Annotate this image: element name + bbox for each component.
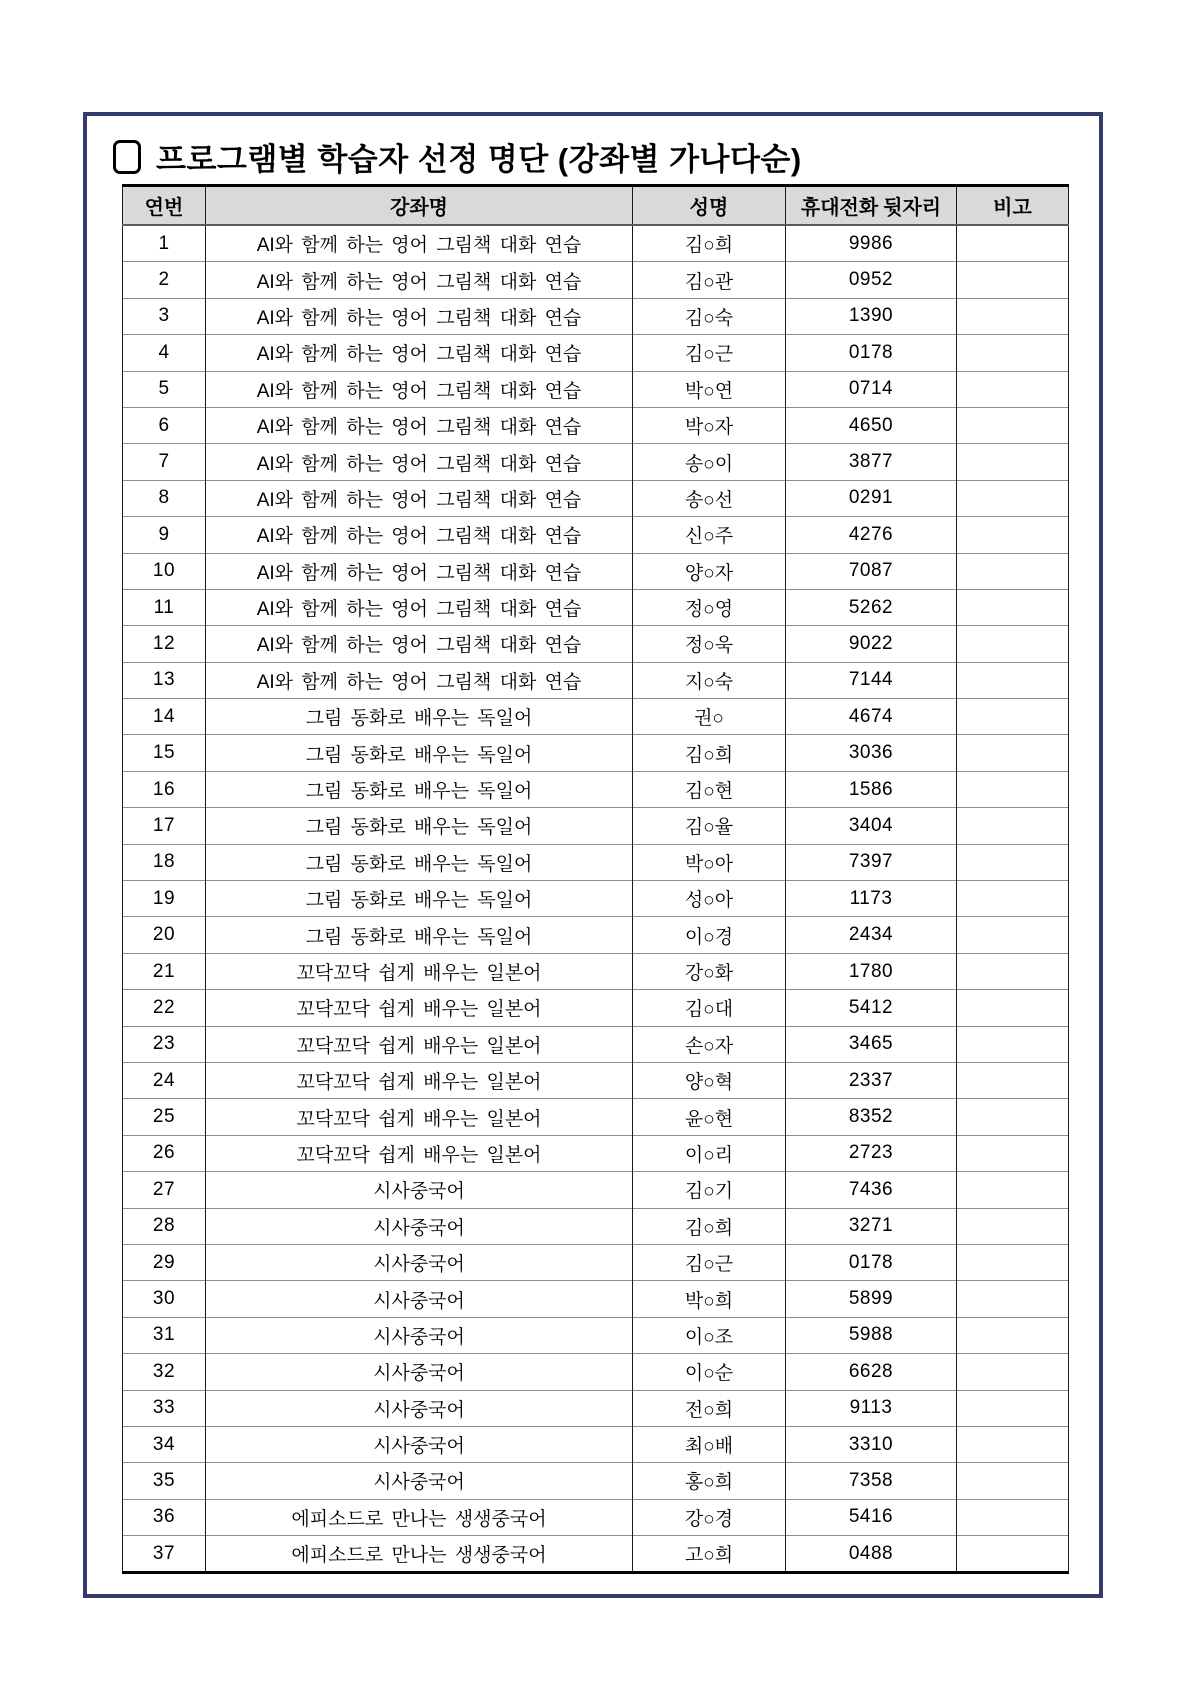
- cell-no: 18: [123, 844, 206, 880]
- cell-note: [957, 626, 1069, 662]
- square-bullet-icon: [113, 140, 141, 174]
- cell-course: 시사중국어: [206, 1172, 633, 1208]
- cell-note: [957, 371, 1069, 407]
- cell-phone: 2434: [786, 917, 957, 953]
- cell-course: 꼬닥꼬닥 쉽게 배우는 일본어: [206, 1135, 633, 1171]
- table-row: [123, 407, 1069, 443]
- cell-course: AI와 함께 하는 영어 그림책 대화 연습: [206, 225, 633, 262]
- table-row: [123, 662, 1069, 698]
- table-row: [123, 298, 1069, 334]
- cell-name: 이○경: [633, 917, 786, 953]
- cell-note: [957, 881, 1069, 917]
- table-header-row: [123, 186, 1069, 226]
- cell-course: AI와 함께 하는 영어 그림책 대화 연습: [206, 553, 633, 589]
- table-row: [123, 444, 1069, 480]
- cell-course: 시사중국어: [206, 1244, 633, 1280]
- cell-phone: 4650: [786, 407, 957, 443]
- cell-no: 26: [123, 1135, 206, 1171]
- cell-name: 정○영: [633, 589, 786, 625]
- cell-name: 송○선: [633, 480, 786, 516]
- cell-course: 그림 동화로 배우는 독일어: [206, 917, 633, 953]
- learner-roster-table: [122, 184, 1069, 1574]
- cell-name: 손○자: [633, 1026, 786, 1062]
- cell-no: 16: [123, 771, 206, 807]
- table-row: [123, 1062, 1069, 1098]
- cell-phone: 2723: [786, 1135, 957, 1171]
- cell-course: 꼬닥꼬닥 쉽게 배우는 일본어: [206, 1062, 633, 1098]
- table-row: [123, 1281, 1069, 1317]
- cell-phone: 5899: [786, 1281, 957, 1317]
- cell-course: AI와 함께 하는 영어 그림책 대화 연습: [206, 444, 633, 480]
- cell-no: 28: [123, 1208, 206, 1244]
- cell-course: AI와 함께 하는 영어 그림책 대화 연습: [206, 298, 633, 334]
- table-row: [123, 953, 1069, 989]
- cell-name: 홍○희: [633, 1463, 786, 1499]
- cell-no: 11: [123, 589, 206, 625]
- cell-phone: 5262: [786, 589, 957, 625]
- cell-no: 3: [123, 298, 206, 334]
- table-row: [123, 1135, 1069, 1171]
- cell-no: 23: [123, 1026, 206, 1062]
- cell-course: AI와 함께 하는 영어 그림책 대화 연습: [206, 517, 633, 553]
- cell-phone: 3877: [786, 444, 957, 480]
- cell-name: 성○아: [633, 881, 786, 917]
- cell-note: [957, 262, 1069, 298]
- cell-name: 송○이: [633, 444, 786, 480]
- table-row: [123, 1426, 1069, 1462]
- cell-note: [957, 1172, 1069, 1208]
- cell-course: 시사중국어: [206, 1354, 633, 1390]
- cell-no: 21: [123, 953, 206, 989]
- cell-course: AI와 함께 하는 영어 그림책 대화 연습: [206, 626, 633, 662]
- cell-no: 19: [123, 881, 206, 917]
- cell-course: AI와 함께 하는 영어 그림책 대화 연습: [206, 662, 633, 698]
- cell-course: 시사중국어: [206, 1426, 633, 1462]
- cell-name: 김○희: [633, 735, 786, 771]
- cell-note: [957, 517, 1069, 553]
- col-header-name: 성명: [633, 186, 786, 226]
- cell-note: [957, 1463, 1069, 1499]
- table-row: [123, 990, 1069, 1026]
- table-row: [123, 844, 1069, 880]
- cell-note: [957, 808, 1069, 844]
- cell-name: 김○율: [633, 808, 786, 844]
- cell-phone: 3310: [786, 1426, 957, 1462]
- cell-name: 고○희: [633, 1536, 786, 1573]
- cell-name: 박○연: [633, 371, 786, 407]
- cell-course: 시사중국어: [206, 1281, 633, 1317]
- cell-no: 17: [123, 808, 206, 844]
- cell-phone: 7144: [786, 662, 957, 698]
- table-row: [123, 589, 1069, 625]
- table-row: [123, 808, 1069, 844]
- cell-phone: 7087: [786, 553, 957, 589]
- cell-phone: 0952: [786, 262, 957, 298]
- cell-note: [957, 444, 1069, 480]
- cell-course: 그림 동화로 배우는 독일어: [206, 735, 633, 771]
- cell-note: [957, 553, 1069, 589]
- cell-phone: 3404: [786, 808, 957, 844]
- cell-phone: 7358: [786, 1463, 957, 1499]
- table-body: [123, 225, 1069, 1573]
- cell-phone: 4276: [786, 517, 957, 553]
- cell-note: [957, 335, 1069, 371]
- cell-no: 27: [123, 1172, 206, 1208]
- cell-name: 지○숙: [633, 662, 786, 698]
- cell-name: 이○리: [633, 1135, 786, 1171]
- cell-phone: 0488: [786, 1536, 957, 1573]
- cell-no: 20: [123, 917, 206, 953]
- cell-note: [957, 1135, 1069, 1171]
- cell-no: 5: [123, 371, 206, 407]
- cell-name: 권○: [633, 699, 786, 735]
- table-row: [123, 1026, 1069, 1062]
- cell-no: 12: [123, 626, 206, 662]
- cell-no: 4: [123, 335, 206, 371]
- table-row: [123, 1172, 1069, 1208]
- table-row: [123, 1536, 1069, 1573]
- table-row: [123, 881, 1069, 917]
- cell-no: 32: [123, 1354, 206, 1390]
- cell-note: [957, 1281, 1069, 1317]
- cell-no: 37: [123, 1536, 206, 1573]
- table-row: [123, 1390, 1069, 1426]
- cell-note: [957, 1208, 1069, 1244]
- cell-phone: 9022: [786, 626, 957, 662]
- cell-note: [957, 1062, 1069, 1098]
- table-row: [123, 225, 1069, 262]
- cell-phone: 5416: [786, 1499, 957, 1535]
- cell-no: 6: [123, 407, 206, 443]
- col-header-note: 비고: [957, 186, 1069, 226]
- cell-note: [957, 953, 1069, 989]
- cell-phone: 5412: [786, 990, 957, 1026]
- table-row: [123, 335, 1069, 371]
- cell-name: 박○아: [633, 844, 786, 880]
- cell-name: 이○조: [633, 1317, 786, 1353]
- cell-note: [957, 1099, 1069, 1135]
- cell-no: 1: [123, 225, 206, 262]
- cell-note: [957, 1390, 1069, 1426]
- cell-name: 이○순: [633, 1354, 786, 1390]
- table-row: [123, 626, 1069, 662]
- cell-name: 전○희: [633, 1390, 786, 1426]
- table-row: [123, 1499, 1069, 1535]
- cell-phone: 1390: [786, 298, 957, 334]
- col-header-phone: 휴대전화 뒷자리: [786, 186, 957, 226]
- cell-course: 꼬닥꼬닥 쉽게 배우는 일본어: [206, 1026, 633, 1062]
- cell-name: 김○숙: [633, 298, 786, 334]
- cell-course: 그림 동화로 배우는 독일어: [206, 881, 633, 917]
- table-row: [123, 735, 1069, 771]
- cell-course: 에피소드로 만나는 생생중국어: [206, 1499, 633, 1535]
- cell-course: AI와 함께 하는 영어 그림책 대화 연습: [206, 335, 633, 371]
- cell-no: 31: [123, 1317, 206, 1353]
- cell-name: 김○현: [633, 771, 786, 807]
- cell-note: [957, 407, 1069, 443]
- cell-no: 9: [123, 517, 206, 553]
- cell-course: 시사중국어: [206, 1317, 633, 1353]
- cell-phone: 3036: [786, 735, 957, 771]
- cell-phone: 3465: [786, 1026, 957, 1062]
- cell-phone: 7397: [786, 844, 957, 880]
- cell-course: 그림 동화로 배우는 독일어: [206, 771, 633, 807]
- cell-name: 김○기: [633, 1172, 786, 1208]
- cell-no: 15: [123, 735, 206, 771]
- cell-note: [957, 662, 1069, 698]
- cell-phone: 4674: [786, 699, 957, 735]
- cell-note: [957, 990, 1069, 1026]
- cell-no: 36: [123, 1499, 206, 1535]
- cell-course: 꼬닥꼬닥 쉽게 배우는 일본어: [206, 990, 633, 1026]
- table-row: [123, 1354, 1069, 1390]
- cell-note: [957, 480, 1069, 516]
- cell-no: 13: [123, 662, 206, 698]
- cell-phone: 0291: [786, 480, 957, 516]
- cell-no: 7: [123, 444, 206, 480]
- cell-note: [957, 1026, 1069, 1062]
- cell-phone: 8352: [786, 1099, 957, 1135]
- table-row: [123, 1463, 1069, 1499]
- cell-phone: 0178: [786, 1244, 957, 1280]
- cell-course: AI와 함께 하는 영어 그림책 대화 연습: [206, 589, 633, 625]
- cell-name: 김○희: [633, 225, 786, 262]
- cell-phone: 9986: [786, 225, 957, 262]
- cell-phone: 1586: [786, 771, 957, 807]
- cell-phone: 5988: [786, 1317, 957, 1353]
- cell-course: AI와 함께 하는 영어 그림책 대화 연습: [206, 262, 633, 298]
- cell-no: 34: [123, 1426, 206, 1462]
- cell-name: 강○화: [633, 953, 786, 989]
- cell-note: [957, 735, 1069, 771]
- table-row: [123, 262, 1069, 298]
- cell-note: [957, 844, 1069, 880]
- cell-course: AI와 함께 하는 영어 그림책 대화 연습: [206, 407, 633, 443]
- cell-name: 김○근: [633, 335, 786, 371]
- cell-phone: 0714: [786, 371, 957, 407]
- cell-course: 꼬닥꼬닥 쉽게 배우는 일본어: [206, 953, 633, 989]
- cell-no: 2: [123, 262, 206, 298]
- cell-phone: 0178: [786, 335, 957, 371]
- cell-no: 22: [123, 990, 206, 1026]
- cell-course: AI와 함께 하는 영어 그림책 대화 연습: [206, 371, 633, 407]
- cell-phone: 2337: [786, 1062, 957, 1098]
- cell-name: 신○주: [633, 517, 786, 553]
- cell-note: [957, 1426, 1069, 1462]
- cell-course: 꼬닥꼬닥 쉽게 배우는 일본어: [206, 1099, 633, 1135]
- cell-name: 박○희: [633, 1281, 786, 1317]
- cell-phone: 7436: [786, 1172, 957, 1208]
- cell-note: [957, 298, 1069, 334]
- cell-name: 김○대: [633, 990, 786, 1026]
- cell-course: 시사중국어: [206, 1390, 633, 1426]
- cell-course: 에피소드로 만나는 생생중국어: [206, 1536, 633, 1573]
- cell-no: 24: [123, 1062, 206, 1098]
- cell-phone: 3271: [786, 1208, 957, 1244]
- cell-phone: 9113: [786, 1390, 957, 1426]
- cell-note: [957, 917, 1069, 953]
- page-frame: [83, 112, 1103, 1598]
- cell-phone: 1173: [786, 881, 957, 917]
- cell-note: [957, 225, 1069, 262]
- table-row: [123, 1244, 1069, 1280]
- cell-no: 33: [123, 1390, 206, 1426]
- cell-no: 8: [123, 480, 206, 516]
- table-row: [123, 553, 1069, 589]
- cell-name: 박○자: [633, 407, 786, 443]
- table-row: [123, 771, 1069, 807]
- cell-course: 시사중국어: [206, 1463, 633, 1499]
- table-row: [123, 1099, 1069, 1135]
- table-row: [123, 371, 1069, 407]
- cell-name: 강○경: [633, 1499, 786, 1535]
- col-header-course: 강좌명: [206, 186, 633, 226]
- cell-course: 시사중국어: [206, 1208, 633, 1244]
- table-row: [123, 1208, 1069, 1244]
- cell-no: 14: [123, 699, 206, 735]
- cell-name: 정○욱: [633, 626, 786, 662]
- table-row: [123, 699, 1069, 735]
- cell-phone: 1780: [786, 953, 957, 989]
- table-row: [123, 517, 1069, 553]
- cell-course: 그림 동화로 배우는 독일어: [206, 699, 633, 735]
- cell-course: 그림 동화로 배우는 독일어: [206, 844, 633, 880]
- cell-note: [957, 589, 1069, 625]
- cell-note: [957, 1354, 1069, 1390]
- table-row: [123, 1317, 1069, 1353]
- cell-no: 29: [123, 1244, 206, 1280]
- cell-note: [957, 1536, 1069, 1573]
- cell-note: [957, 771, 1069, 807]
- cell-note: [957, 1317, 1069, 1353]
- cell-name: 김○근: [633, 1244, 786, 1280]
- cell-name: 양○자: [633, 553, 786, 589]
- cell-course: 그림 동화로 배우는 독일어: [206, 808, 633, 844]
- cell-name: 최○배: [633, 1426, 786, 1462]
- document-title: 프로그램별 학습자 선정 명단 (강좌별 가나다순): [156, 142, 802, 177]
- table-row: [123, 480, 1069, 516]
- col-header-no: 연번: [123, 186, 206, 226]
- cell-name: 김○희: [633, 1208, 786, 1244]
- cell-phone: 6628: [786, 1354, 957, 1390]
- cell-no: 25: [123, 1099, 206, 1135]
- document-title-row: [113, 134, 802, 179]
- cell-course: AI와 함께 하는 영어 그림책 대화 연습: [206, 480, 633, 516]
- cell-name: 윤○현: [633, 1099, 786, 1135]
- cell-name: 양○혁: [633, 1062, 786, 1098]
- cell-no: 35: [123, 1463, 206, 1499]
- table-row: [123, 917, 1069, 953]
- cell-note: [957, 1244, 1069, 1280]
- cell-note: [957, 699, 1069, 735]
- cell-note: [957, 1499, 1069, 1535]
- cell-name: 김○관: [633, 262, 786, 298]
- cell-no: 10: [123, 553, 206, 589]
- cell-no: 30: [123, 1281, 206, 1317]
